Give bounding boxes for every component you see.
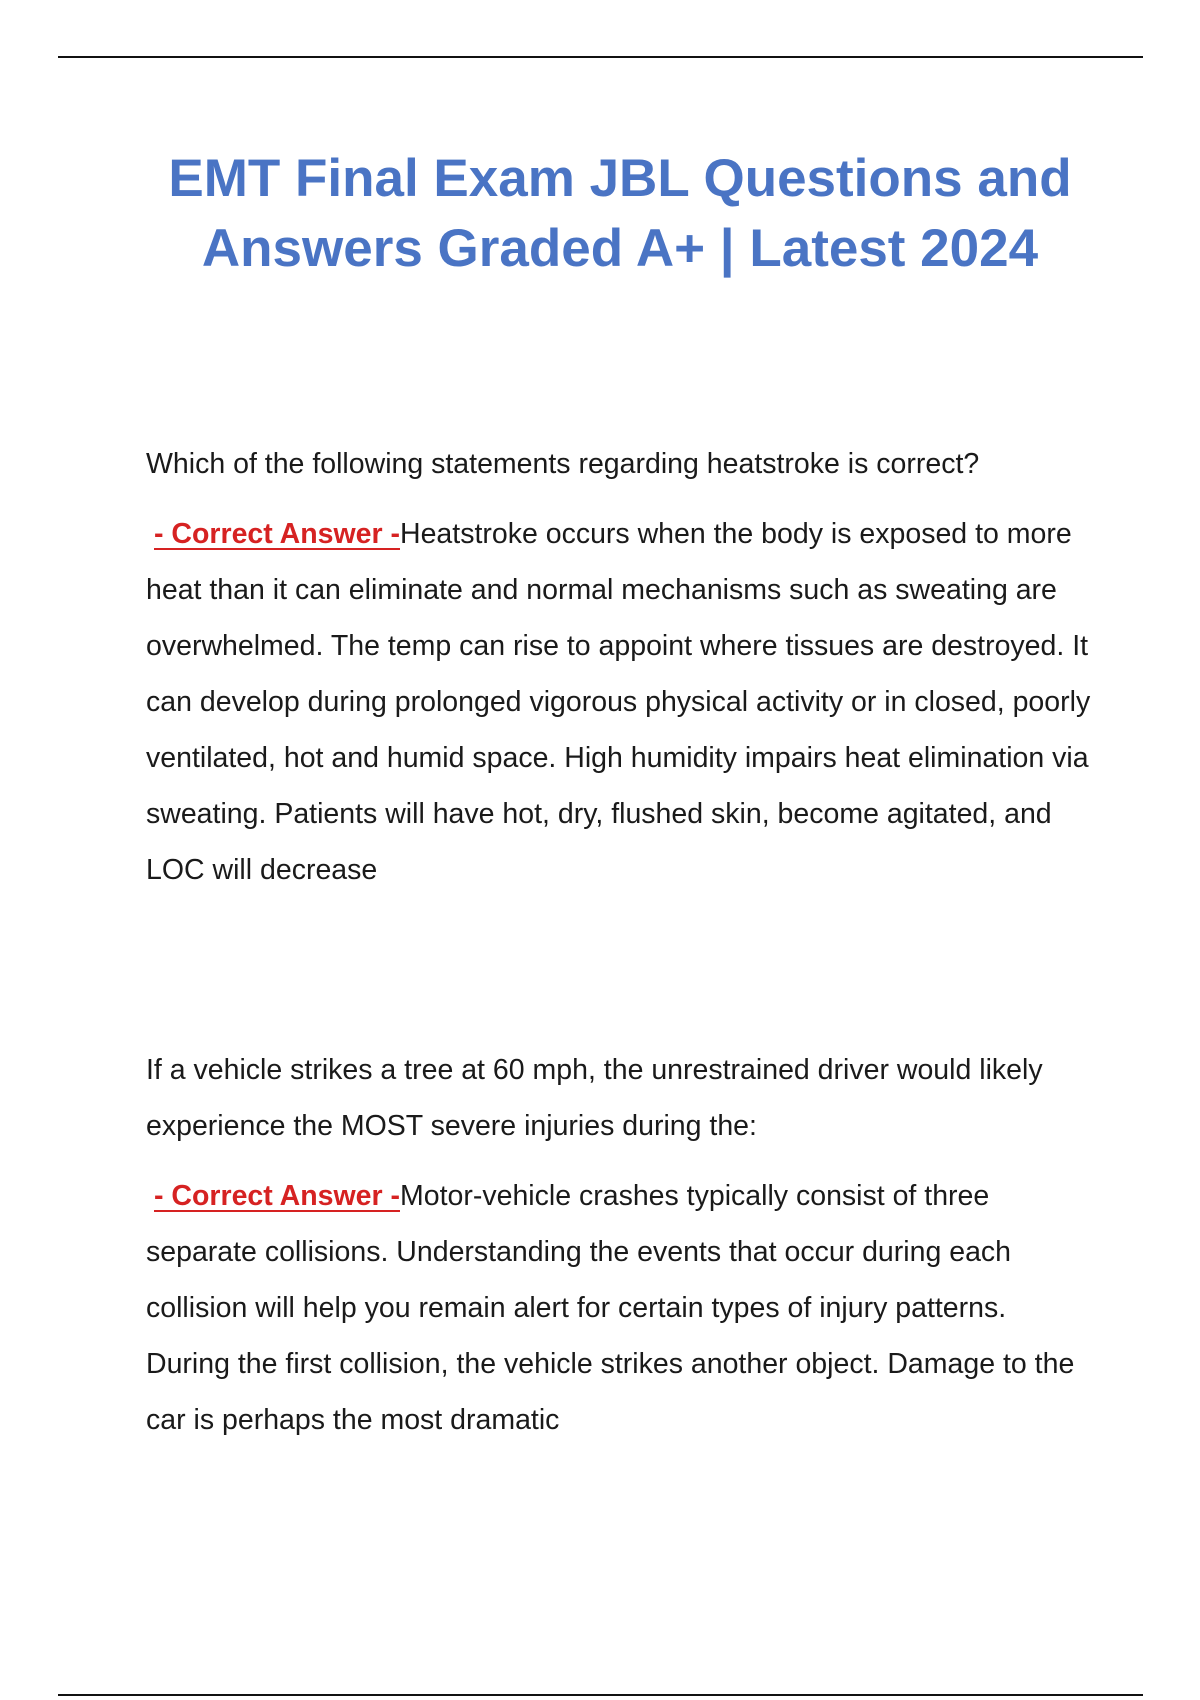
bottom-divider — [58, 1694, 1143, 1696]
answer-text: Motor-vehicle crashes typically consist of three separate collisions. Understanding the events that occur during each collision will help you remain alert for certain types of injury patterns. During the first collision, the vehicle strikes another object. Damage to the car is perhaps the most dramatic — [146, 1180, 1075, 1436]
qa-item — [146, 1042, 1096, 1448]
answer-block — [146, 1168, 1096, 1448]
correct-answer-label: - Correct Answer - — [154, 518, 400, 550]
answer-block — [146, 506, 1096, 898]
answer-text: Heatstroke occurs when the body is exposed to more heat than it can eliminate and normal mechanisms such as sweating are overwhelmed. The temp can rise to appoint where tissues are destroyed. It can develop during prolonged vigorous physical activity or in closed, poorly ventilated, hot and humid space. High humidity impairs heat elimination via sweating. Patients will have hot, dry, flushed skin, become agitated, and LOC will decrease — [146, 518, 1091, 886]
correct-answer-label: - Correct Answer - — [154, 1180, 400, 1212]
question-text: Which of the following statements regarding heatstroke is correct? — [146, 448, 980, 480]
question-text: If a vehicle strikes a tree at 60 mph, the unrestrained driver would likely experience the MOST severe injuries during the: — [146, 1054, 1043, 1142]
document-title: EMT Final Exam JBL Questions and Answers Graded A+ | Latest 2024 — [168, 149, 1072, 278]
qa-item — [146, 436, 1096, 898]
top-divider — [58, 56, 1143, 58]
